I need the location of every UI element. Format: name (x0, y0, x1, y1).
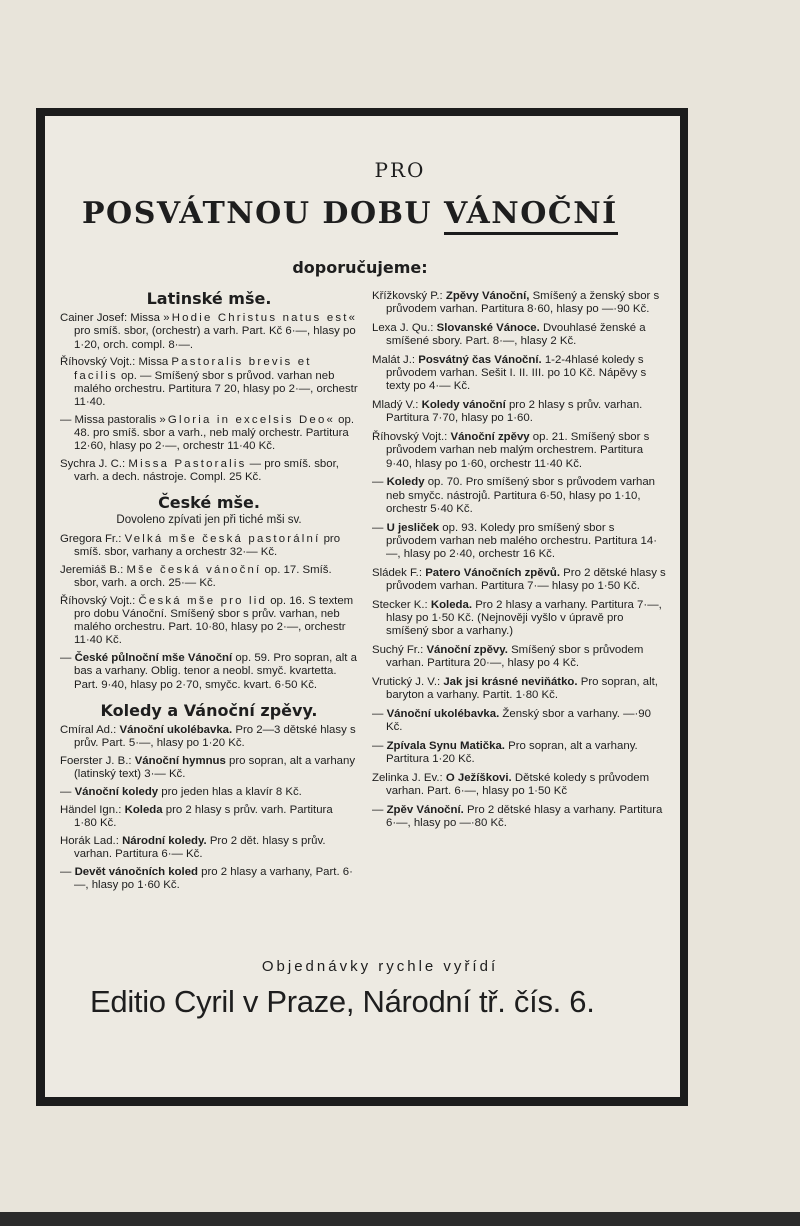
entry-details: op. 17. Smíš. sbor, varh. a orch. 25·— Kč. (74, 563, 332, 590)
page-title (82, 196, 652, 231)
entry-details: Dětské koledy s průvodem varhan. Part. 6·—, hlasy po 1·50 Kč (386, 772, 650, 798)
catalog-entry (60, 356, 358, 409)
subtitle: doporučujeme: (292, 258, 428, 277)
entry-work-title: »Gloria in excelsis Deo« (159, 413, 336, 426)
entry-details: op. 21. Smíšený sbor s průvodem varhan neb malým orchestrem. Partitura 9·40, hlasy po 1·60, orchestr 11·40 Kč. (386, 431, 650, 470)
entry-details: Pro sopran, alt a varhany. Partitura 1·20 Kč. (386, 740, 638, 766)
entry-details: pro smíš. sbor, varhany a orchestr 32·— Kč. (74, 532, 341, 559)
entry-details: pro sopran, alt a varhany (latinský text) 3·— Kč. (74, 755, 356, 781)
entry-author: Malát J.: (372, 354, 419, 366)
entry-details: Pro 2 dětské hlasy s průvodem varhan. Partitura 7·— hlasy po 1·50 Kč. (386, 566, 666, 593)
entry-details: pro smíš. sbor, (orchestr) a varh. Part. Kč 6·—, hlasy po 1·20, orch. compl. 8·—. (74, 325, 356, 351)
entry-work-title: České půlnoční mše Vánoční (74, 652, 233, 665)
entry-author: Stecker K.: (372, 598, 431, 611)
entry-work-title: Zpěvy Vánoční, (445, 290, 530, 302)
entry-work-title: Zpívala Synu Matička. (386, 740, 505, 753)
entry-details: pro 2 hlasy s prův. varh. Partitura 1·80 Kč. (74, 803, 333, 830)
catalog-entry (372, 431, 668, 471)
catalog-entry (372, 772, 668, 798)
entry-author: Horák Lad.: (60, 834, 123, 847)
title-part-1: POSVÁTNOU DOBU (82, 196, 445, 231)
entry-author: — Missa pastoralis (60, 413, 160, 426)
entry-details: op. 93. Koledy pro smíšený sbor s průvodem varhan neb malého orchestru. Partitura 14·—, hlasy po 2·40, orchestr 16 Kč. (386, 521, 657, 561)
entry-details: Smíšený sbor s průvodem varhan. Partitura 20·—, hlasy po 4 Kč. (386, 644, 644, 670)
left-column (60, 290, 358, 897)
catalog-entry (372, 567, 668, 593)
entry-author: Suchý Fr.: (372, 644, 427, 657)
entry-author: — (372, 708, 387, 721)
catalog-entry (372, 708, 668, 734)
entry-details: op. — Smíšený sbor s průvod. varhan neb malého orchestru. Partitura 7 20, hlasy po 2·—, orchestr 11·40. (74, 369, 358, 409)
catalog-entry (372, 804, 668, 830)
catalog-entry (372, 290, 668, 316)
entry-details: Pro 2 dět. hlasy s prův. varhan. Partitura 6·— Kč. (74, 834, 326, 861)
entry-work-title: Slovanské Vánoce. (436, 322, 540, 334)
entry-work-title: Missa Pastoralis (128, 458, 247, 471)
catalog-entry (60, 724, 358, 750)
latin-mass-list (60, 312, 358, 484)
right-column (372, 290, 668, 836)
entry-details: pro 2 hlasy a varhany, Part. 6·—, hlasy po 1·60 Kč. (74, 865, 353, 892)
page-bottom-edge (0, 1212, 800, 1226)
entry-details: Pro 2 dětské hlasy a varhany. Partitura 6·—, hlasy po —·80 Kč. (386, 804, 663, 830)
entry-work-title: Koleda. (430, 598, 473, 611)
entry-details: Smíšený a ženský sbor s průvodem varhan. Partitura 8·60, hlasy po —·90 Kč. (386, 290, 660, 316)
entry-details: Dvouhlasé ženské a smíšené sbory. Part. 8·—, hlasy 2 Kč. (386, 322, 646, 348)
catalog-entry (372, 476, 668, 516)
entry-author: Mladý V.: (372, 399, 422, 412)
entry-work-title: Devět vánočních koled (74, 865, 199, 878)
entry-details: pro jeden hlas a klavír 8 Kč. (158, 786, 302, 799)
entry-work-title: Jak jsi krásné neviňátko. (443, 676, 578, 689)
entry-details: op. 70. Pro smíšený sbor s průvodem varhan neb smyčc. nástrojů. Partitura 6·50, hlasy po 1·10, orchestr 5·40 Kč. (386, 476, 656, 515)
catalog-entry (372, 322, 668, 348)
entry-author: — (60, 652, 75, 665)
entry-work-title: Zpěv Vánoční. (386, 804, 464, 817)
entry-details: 1-2-4hlasé koledy s průvodem varhan. Sešit I. II. III. po 10 Kč. Nápěvy s texty po 4·— Kč. (386, 354, 647, 393)
catalog-entry (60, 835, 358, 861)
entry-work-title: Vánoční hymnus (134, 755, 226, 768)
entry-work-title: Koledy (386, 476, 425, 489)
title-part-2-underlined: VÁNOČNÍ (444, 196, 618, 235)
entry-details: Pro sopran, alt, baryton a varhany. Partit. 1·80 Kč. (386, 676, 658, 702)
section-title-czech: České mše. (158, 493, 260, 513)
entry-work-title: Mše česká vánoční (126, 563, 262, 576)
catalog-entry (60, 564, 358, 590)
entry-author: Foerster J. B.: (60, 755, 135, 768)
entry-author: Sládek F.: (372, 566, 426, 579)
entry-work-title: Posvátný čas Vánoční. (418, 354, 542, 366)
catalog-entry (372, 599, 668, 639)
catalog-entry (60, 458, 358, 484)
entry-details: Ženský sbor a varhany. —·90 Kč. (386, 708, 651, 734)
right-entries-list (372, 290, 668, 830)
entry-work-title: Vánoční zpěvy. (426, 644, 508, 657)
entry-author: — (372, 804, 387, 817)
order-note: Objednávky rychle vyřídí (261, 958, 499, 975)
entry-details: op. 16. S textem pro dobu Vánoční. Smíšený sbor s prův. varhan, neb malého orchestru. Part. 10·80, hlasy po 2·—, orchestr 11·40 Kč. (74, 594, 354, 647)
entry-author: Cainer Josef: Missa (60, 312, 164, 325)
catalog-entry (372, 354, 668, 394)
entry-author: Křížkovský P.: (372, 290, 446, 302)
entry-work-title: Vánoční koledy (74, 786, 159, 799)
entry-author: — (372, 740, 387, 753)
section-note-czech: Dovoleno zpívati jen při tiché mši sv. (116, 513, 302, 526)
entry-details: op. 48. pro smíš. sbor a varh., neb malý orchestr. Partitura 12·60, hlasy po 2·—, orchestr 11·40 Kč. (74, 413, 355, 453)
entry-work-title: Velká mše česká pastorální (124, 532, 321, 545)
catalog-entry (60, 786, 358, 799)
entry-author: Händel Ign.: (60, 803, 125, 816)
entry-work-title: Vánoční ukolébavka. (386, 708, 500, 721)
entry-author: Říhovský Vojt.: Missa (60, 356, 172, 369)
catalog-entry (60, 595, 358, 648)
catalog-entry (60, 866, 358, 892)
entry-author: — (372, 521, 387, 534)
entry-details: Pro 2—3 dětské hlasy s prův. Part. 5·—, hlasy po 1·20 Kč. (74, 724, 356, 750)
section-title-latin: Latinské mše. (146, 289, 272, 308)
catalog-entry (372, 676, 668, 702)
entry-author: Gregora Fr.: (60, 532, 125, 545)
entry-author: — (372, 476, 387, 489)
entry-work-title: U jesliček (386, 521, 440, 534)
catalog-entry (60, 312, 358, 352)
catalog-entry (372, 522, 668, 562)
entry-author: Jeremiáš B.: (60, 563, 127, 576)
entry-author: Lexa J. Qu.: (372, 322, 437, 334)
entry-details: Pro 2 hlasy a varhany. Partitura 7·—, hlasy po 1·50 Kč. (Nejnověji vyšlo v úpravě pro smíšený sbor a varhany.) (386, 598, 662, 638)
entry-work-title: Národní koledy. (122, 834, 207, 847)
entry-work-title: Vánoční ukolébavka. (119, 724, 233, 737)
entry-author: Vrutický J. V.: (372, 676, 444, 689)
entry-work-title: Koledy vánoční (421, 399, 506, 412)
publisher-line: Editio Cyril v Praze, Národní tř. čís. 6. (90, 984, 595, 1019)
catalog-entry (60, 755, 358, 781)
entry-work-title: O Ježíškovi. (445, 772, 512, 785)
heading-pro: PRO (374, 158, 426, 182)
entry-work-title: Česká mše pro lid (138, 594, 268, 607)
entry-author: Zelinka J. Ev.: (372, 772, 446, 785)
catalog-entry (60, 533, 358, 559)
entry-details: op. 59. Pro sopran, alt a bas a varhany. Oblig. tenor a neobl. smyč. kvartetta. Part. 9·40, hlasy po 2·70, smyčc. kvart. 6·50 Kč. (74, 652, 357, 691)
catalog-entry (60, 652, 358, 692)
entry-author: Cmíral Ad.: (60, 724, 120, 737)
entry-details: pro 2 hlasy s prův. varhan. Partitura 7·70, hlasy po 1·60. (386, 399, 643, 425)
carols-list (60, 724, 358, 892)
czech-mass-list (60, 533, 358, 692)
entry-work-title: Patero Vánočních zpěvů. (425, 566, 561, 579)
entry-work-title: Vánoční zpěvy (450, 431, 530, 444)
entry-author: Sychra J. C.: (60, 458, 129, 471)
entry-author: Říhovský Vojt.: (372, 431, 451, 444)
catalog-entry (60, 414, 358, 454)
catalog-entry (60, 804, 358, 830)
catalog-entry (372, 644, 668, 670)
entry-author: — (60, 786, 75, 799)
entry-work-title: Koleda (124, 803, 163, 816)
catalog-entry (372, 399, 668, 425)
entry-work-title: Pastoralis brevis et facilis (74, 356, 312, 382)
entry-author: Říhovský Vojt.: (60, 594, 139, 607)
section-title-carols: Koledy a Vánoční zpěvy. (100, 700, 318, 720)
catalog-entry (372, 740, 668, 766)
entry-work-title: »Hodie Christus natus est« (163, 312, 358, 325)
entry-author: — (60, 865, 75, 878)
entry-details: — pro smíš. sbor, varh. a dech. nástroje. Compl. 25 Kč. (74, 458, 339, 484)
